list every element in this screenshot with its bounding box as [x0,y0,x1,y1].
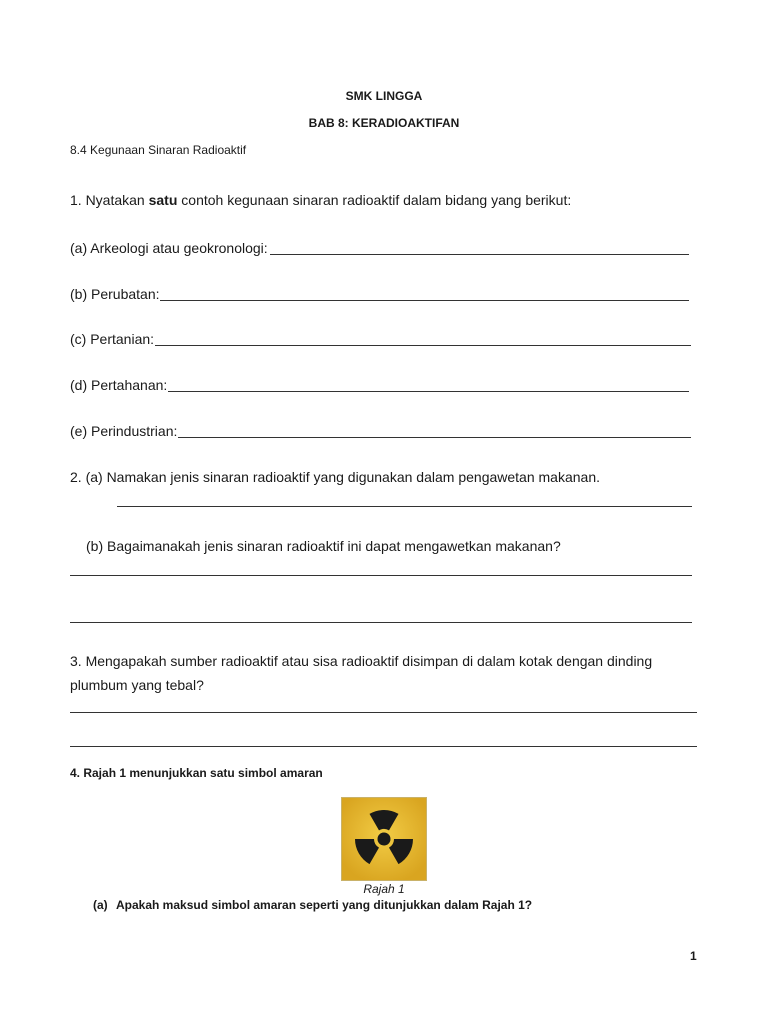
q3-answer-line-2[interactable] [70,746,697,747]
chapter-title: BAB 8: KERADIOAKTIFAN [308,116,460,130]
radiation-trefoil-icon [342,798,426,880]
q1c-label: (c) Pertanian: [70,331,155,347]
q1e-label: (e) Perindustrian: [70,423,178,439]
section-title: 8.4 Kegunaan Sinaran Radioaktif [70,143,247,157]
q1a-answer-line[interactable] [270,254,689,255]
question-1-emphasis: satu [148,192,178,208]
page-number: 1 [690,949,697,963]
q1d-answer-line[interactable] [168,391,689,392]
q4a-label: (a) [93,898,108,912]
q1d-label: (d) Pertahanan: [70,377,168,393]
question-1-prefix: 1. Nyatakan [70,192,149,208]
q4a-text: Apakah maksud simbol amaran seperti yang ditunjukkan dalam Rajah 1? [116,898,533,912]
trefoil-center [378,833,391,846]
q3-text-line-2: plumbum yang tebal? [70,677,204,693]
q2a-text: 2. (a) Namakan jenis sinaran radioaktif yang digunakan dalam pengawetan makanan. [70,469,600,485]
q1b-label: (b) Perubatan: [70,286,160,302]
school-name: SMK LINGGA [345,89,423,103]
q2a-answer-line[interactable] [117,506,692,507]
q1b-answer-line[interactable] [160,300,689,301]
radiation-warning-sign [341,797,427,881]
question-1-suffix: contoh kegunaan sinaran radioaktif dalam bidang yang berikut: [177,192,572,208]
q4-title: 4. Rajah 1 menunjukkan satu simbol amaran [70,766,323,780]
q2b-answer-line-1[interactable] [70,575,692,576]
q1a-label: (a) Arkeologi atau geokronologi: [70,240,268,256]
q1e-answer-line[interactable] [178,437,691,438]
q3-text-line-1: 3. Mengapakah sumber radioaktif atau sisa radioaktif disimpan di dalam kotak dengan dinding [70,653,653,669]
q2b-answer-line-2[interactable] [70,622,692,623]
q3-answer-line-1[interactable] [70,712,697,713]
q2b-text: (b) Bagaimanakah jenis sinaran radioaktif ini dapat mengawetkan makanan? [86,538,561,554]
figure-caption: Rajah 1 [363,882,405,896]
question-1 [70,192,571,208]
q1c-answer-line[interactable] [155,345,691,346]
